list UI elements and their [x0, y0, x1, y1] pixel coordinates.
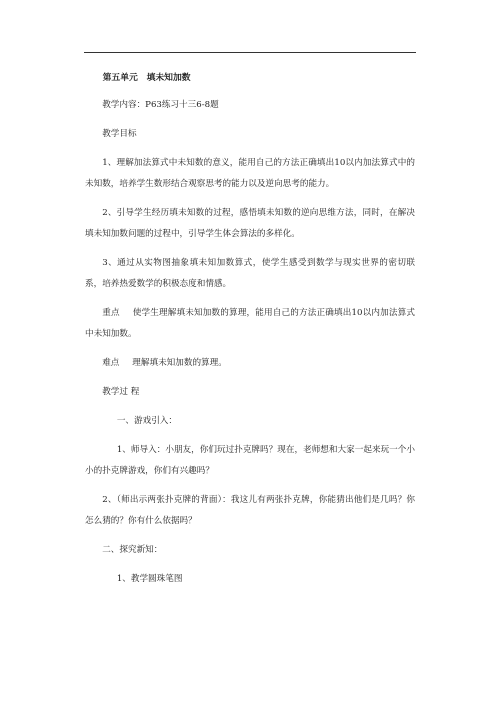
lesson-title: 第五单元 填未知加数 — [102, 73, 191, 83]
section-2-heading: 二、探究新知： — [102, 545, 163, 555]
difficult-point-label: 难点 — [102, 358, 120, 368]
goal-1-paragraph: 1、理解加法算式中未知数的意义，能用自己的方法正确填出10以内加法算式中的未知数，培养学生数形结合观察思考的能力以及逆向思考的能力。 — [85, 158, 415, 189]
step-2-paragraph: 2、（师出示两张扑克牌的背面）：我这儿有两张扑克牌，你能猜出他们是几吗？你怎么猜的？你有什么依据吗？ — [85, 495, 415, 526]
header-rule — [84, 52, 416, 53]
document-body — [85, 68, 415, 598]
step-1-paragraph: 1、师导入：小朋友，你们玩过扑克牌吗？现在，老师想和大家一起来玩一个小小的扑克牌游戏，你们有兴趣吗？ — [85, 445, 415, 476]
goals-heading: 教学目标 — [102, 129, 137, 139]
goal-3-paragraph: 3、通过从实物图抽象填未知加数算式，使学生感受到数学与现实世界的密切联系，培养热爱数学的积极态度和情感。 — [85, 258, 415, 289]
key-point-text: 使学生理解填未知加数的算理，能用自己的方法正确填出10以内加法算式中未知加数。 — [85, 308, 415, 339]
difficult-point-paragraph — [85, 353, 415, 374]
key-point-label: 重点 — [102, 308, 120, 318]
process-heading: 教学过 程 — [102, 387, 140, 397]
section-1-heading: 一、游戏引入： — [116, 416, 177, 426]
teaching-content-line: 教学内容：P63练习十三6-8题 — [102, 100, 219, 110]
goal-2-paragraph: 2、引导学生经历填未知数的过程，感悟填未知数的逆向思维方法，同时，在解决填未知加数问题的过程中，引导学生体会算法的多样化。 — [85, 208, 415, 239]
difficult-point-text: 理解填未知加数的算理。 — [132, 358, 227, 368]
key-point-paragraph — [85, 303, 415, 345]
section-2-item-1: 1、教学圆珠笔图 — [116, 574, 183, 584]
